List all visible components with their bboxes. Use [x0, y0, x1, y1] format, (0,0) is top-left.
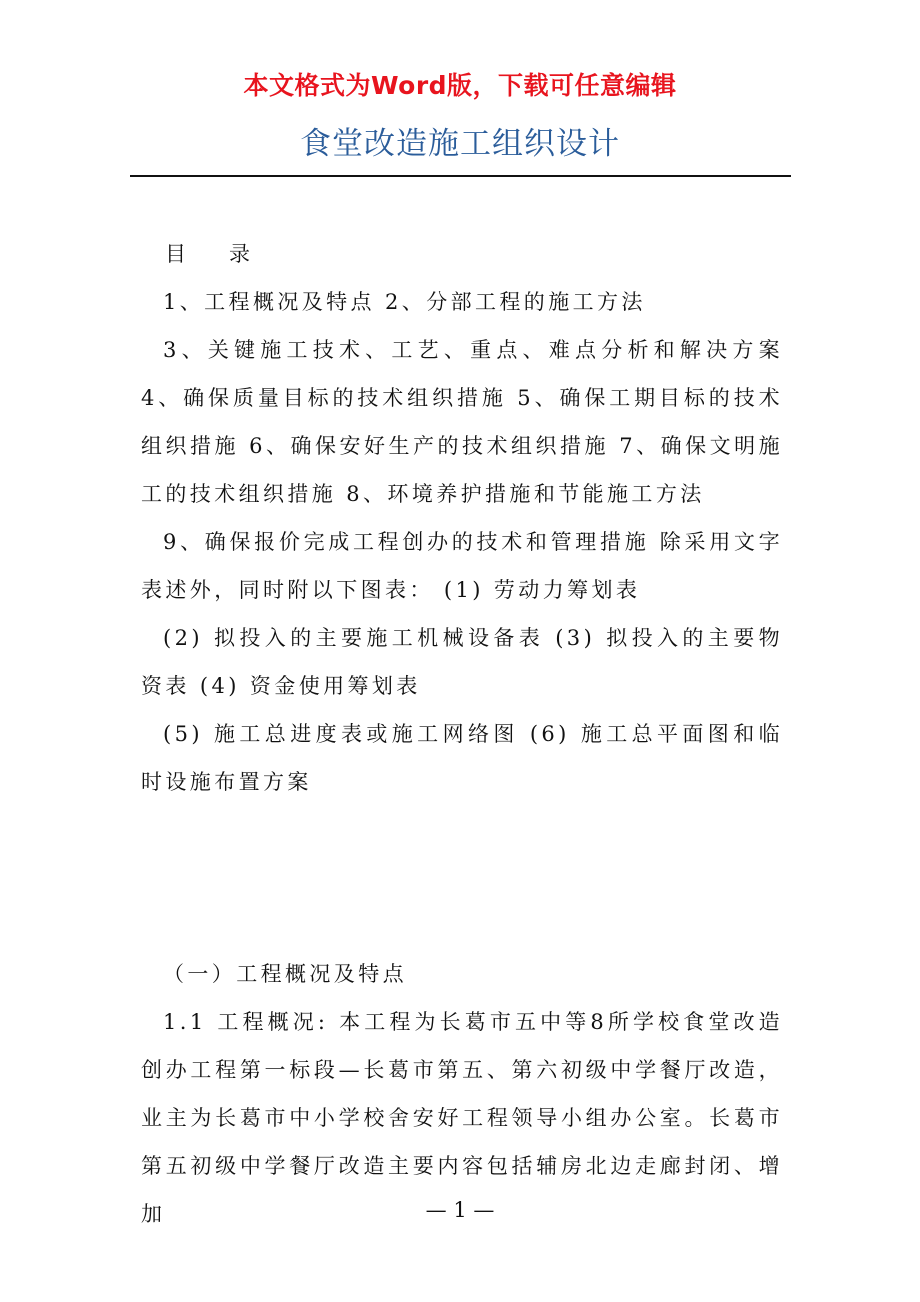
- toc-paragraph-4: (2) 拟投入的主要施工机械设备表 (3) 拟投入的主要物资表 (4) 资金使用筹划表: [141, 626, 783, 698]
- title-divider: [130, 175, 791, 177]
- document-title: 食堂改造施工组织设计: [300, 126, 620, 162]
- toc-paragraph-3: 9、确保报价完成工程创办的技术和管理措施 除采用文字表述外，同时附以下图表： (1) 劳动力筹划表: [141, 530, 783, 602]
- toc-paragraph-5: (5) 施工总进度表或施工网络图 (6) 施工总平面图和临时设施布置方案: [141, 722, 783, 794]
- section-paragraph-1: 1.1 工程概况: 本工程为长葛市五中等8所学校食堂改造创办工程第一标段—长葛市第五、第六初级中学餐厅改造，业主为长葛市中小学校舍安好工程领导小组办公室。长葛市第五初级中学餐厅改造主要内容包括辅房北边走廊封闭、增加: [141, 1010, 783, 1226]
- toc-heading-char-1: 目: [165, 242, 189, 266]
- toc-paragraph-2: 3、关键施工技术、工艺、重点、难点分析和解决方案 4、确保质量目标的技术组织措施 5、确保工期目标的技术组织措施 6、确保安好生产的技术组织措施 7、确保文明施工的技术组织措施 8、环境养护措施和节能施工方法: [141, 338, 783, 506]
- format-banner: 本文格式为Word版，下载可任意编辑: [243, 71, 677, 100]
- section-heading: （一）工程概况及特点: [163, 962, 407, 986]
- toc-paragraph-1: 1、工程概况及特点 2、分部工程的施工方法: [163, 290, 646, 314]
- toc-heading-char-2: 录: [229, 242, 253, 266]
- page-number: — 1 —: [425, 1198, 495, 1222]
- toc-heading: [165, 230, 253, 278]
